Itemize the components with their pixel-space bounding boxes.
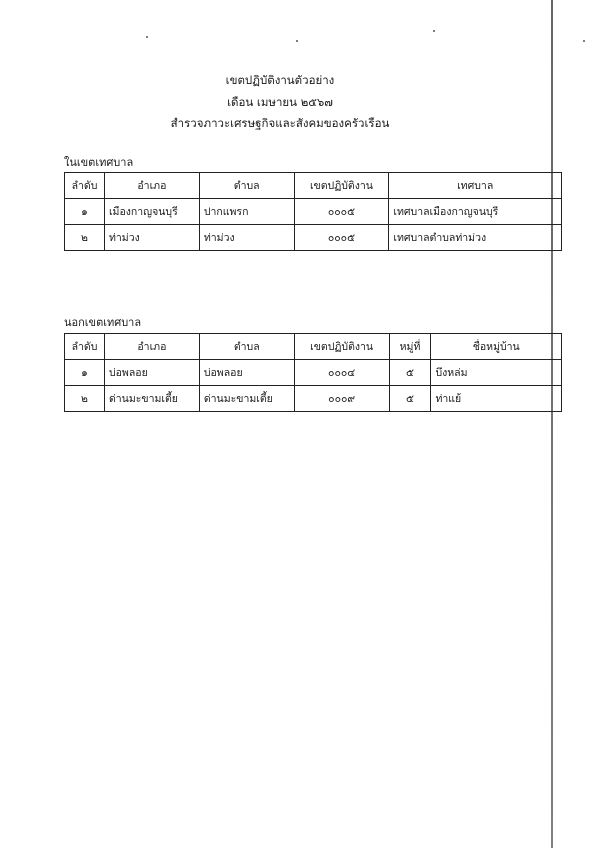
document-survey-name: สำรวจภาวะเศรษฐกิจและสังคมของครัวเรือน — [170, 116, 390, 130]
column-header: อำเภอ — [104, 334, 199, 360]
table-cell: บ่อพลอย — [199, 360, 294, 386]
table-cell: ๐๐๐๙ — [294, 386, 389, 412]
table-cell: บึงหล่ม — [431, 360, 562, 386]
table-cell: ๕ — [389, 360, 431, 386]
scan-speck — [583, 40, 585, 42]
table-row — [65, 360, 562, 386]
document-title: เขตปฏิบัติงานตัวอย่าง — [225, 73, 335, 87]
table-cell: ๑ — [65, 199, 105, 225]
table-header-row — [65, 334, 562, 360]
table-cell: ๑ — [65, 360, 105, 386]
municipal-table — [64, 172, 562, 251]
table-cell: ท่าม่วง — [199, 225, 294, 251]
table-header-row — [65, 173, 562, 199]
table-cell: บ่อพลอย — [104, 360, 199, 386]
non-municipal-table — [64, 333, 562, 412]
scan-speck — [433, 30, 435, 32]
column-header: ชื่อหมู่บ้าน — [431, 334, 562, 360]
table-cell: เทศบาลตำบลท่าม่วง — [389, 225, 562, 251]
column-header: เทศบาล — [389, 173, 562, 199]
column-header: เขตปฏิบัติงาน — [294, 173, 389, 199]
column-header: ลำดับ — [65, 334, 105, 360]
table-cell: ท่าแย้ — [431, 386, 562, 412]
scan-speck — [296, 40, 298, 42]
table-row — [65, 225, 562, 251]
table-row — [65, 386, 562, 412]
scan-speck — [146, 36, 148, 38]
table-cell: ๐๐๐๕ — [294, 225, 389, 251]
table-cell: ๒ — [65, 225, 105, 251]
table-cell: เมืองกาญจนบุรี — [104, 199, 199, 225]
table-cell: ๕ — [389, 386, 431, 412]
table-cell: ด่านมะขามเตี้ย — [199, 386, 294, 412]
column-header: อำเภอ — [104, 173, 199, 199]
column-header: เขตปฏิบัติงาน — [294, 334, 389, 360]
table-cell: เทศบาลเมืองกาญจนบุรี — [389, 199, 562, 225]
table-row — [65, 199, 562, 225]
column-header: หมู่ที่ — [389, 334, 431, 360]
document-month: เดือน เมษายน ๒๕๖๗ — [227, 95, 333, 109]
table-cell: ๐๐๐๕ — [294, 199, 389, 225]
table-cell: ๐๐๐๔ — [294, 360, 389, 386]
table-cell: ด่านมะขามเตี้ย — [104, 386, 199, 412]
table-cell: ท่าม่วง — [104, 225, 199, 251]
column-header: ลำดับ — [65, 173, 105, 199]
non-municipal-section-label: นอกเขตเทศบาล — [64, 316, 142, 329]
table-cell: ปากแพรก — [199, 199, 294, 225]
table-cell: ๒ — [65, 386, 105, 412]
column-header: ตำบล — [199, 334, 294, 360]
municipal-section-label: ในเขตเทศบาล — [64, 156, 134, 169]
column-header: ตำบล — [199, 173, 294, 199]
